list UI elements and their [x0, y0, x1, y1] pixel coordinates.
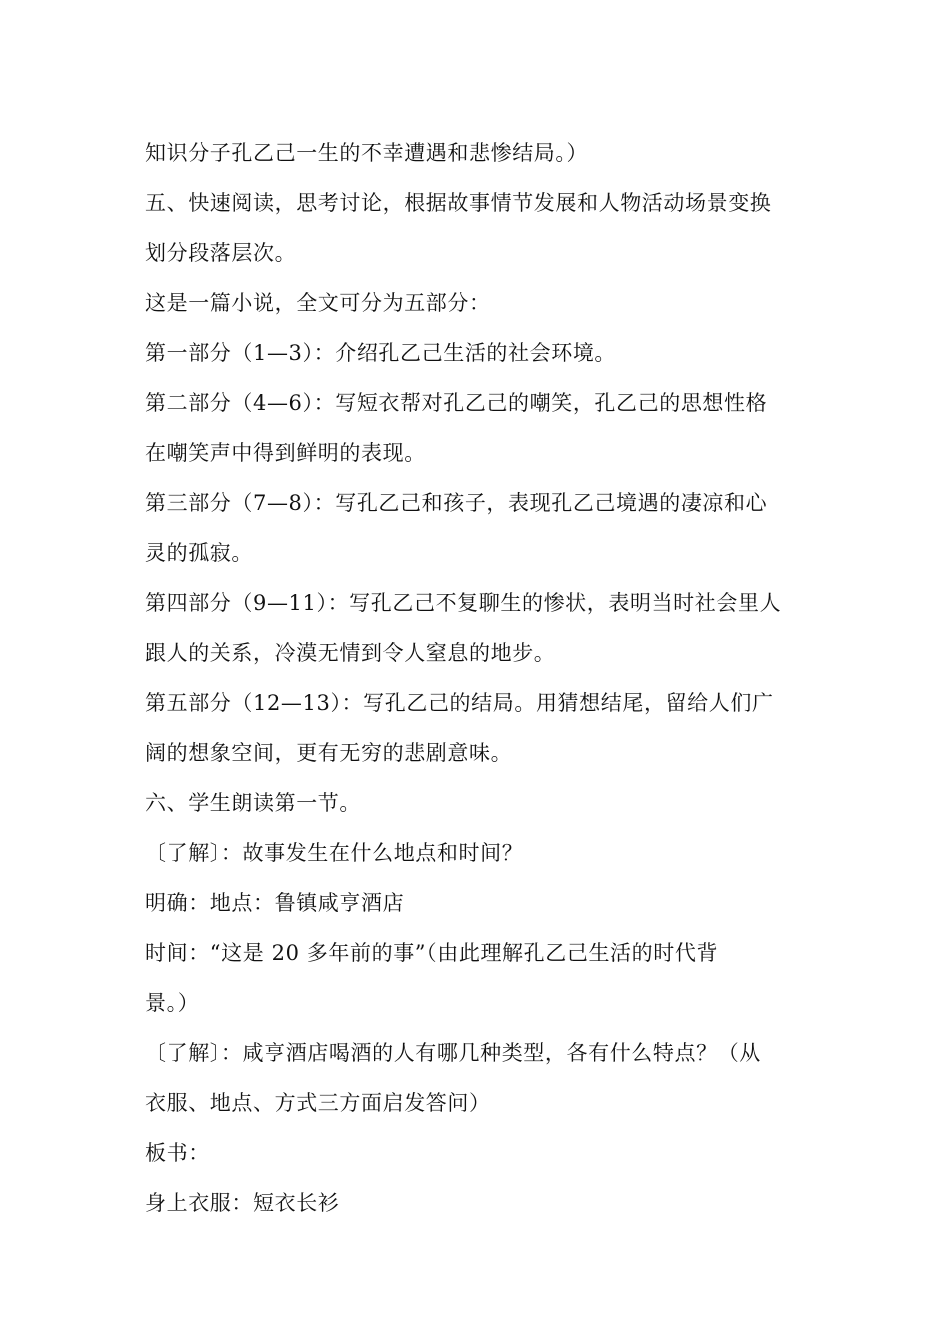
text-line: 五、快速阅读，思考讨论，根据故事情节发展和人物活动场景变换 [145, 191, 772, 215]
text-line: 衣服、地点、方式三方面启发答问） [145, 1091, 491, 1115]
text-line: 第四部分（9—11）：写孔乙己不复聊生的惨状，表明当时社会里人 [145, 591, 782, 615]
text-line: 第三部分（7—8）：写孔乙己和孩子，表现孔乙己境遇的凄凉和心 [145, 491, 768, 515]
text-line: 〔了解〕：故事发生在什么地点和时间？ [145, 841, 524, 865]
text-line: 灵的孤寂。 [145, 541, 253, 565]
text-line: 第一部分（1—3）：介绍孔乙己生活的社会环境。 [145, 341, 617, 365]
text-line: 板书： [145, 1141, 210, 1165]
text-line: 跟人的关系，冷漠无情到令人窒息的地步。 [145, 641, 556, 665]
text-line: 这是一篇小说，全文可分为五部分： [145, 291, 491, 315]
text-line: 阔的想象空间，更有无穷的悲剧意味。 [145, 741, 513, 765]
text-line: 知识分子孔乙己一生的不幸遭遇和悲惨结局。） [145, 141, 589, 165]
text-line: 时间：“这是 20 多年前的事”（由此理解孔乙己生活的时代背 [145, 941, 719, 965]
text-line: 在嘲笑声中得到鲜明的表现。 [145, 441, 426, 465]
text-line: 划分段落层次。 [145, 241, 297, 265]
text-line: 身上衣服：短衣长衫 [145, 1191, 340, 1215]
text-line: 第二部分（4—6）：写短衣帮对孔乙己的嘲笑，孔乙己的思想性格 [145, 391, 768, 415]
document-body [145, 128, 810, 1228]
text-line: 六、学生朗读第一节。 [145, 791, 361, 815]
text-line: 〔了解〕：咸亨酒店喝酒的人有哪几种类型，各有什么特点？（从 [145, 1041, 761, 1065]
text-line: 第五部分（12—13）：写孔乙己的结局。用猜想结尾，留给人们广 [145, 691, 774, 715]
text-line: 景。） [145, 991, 200, 1015]
text-line: 明确：地点：鲁镇咸亨酒店 [145, 891, 405, 915]
